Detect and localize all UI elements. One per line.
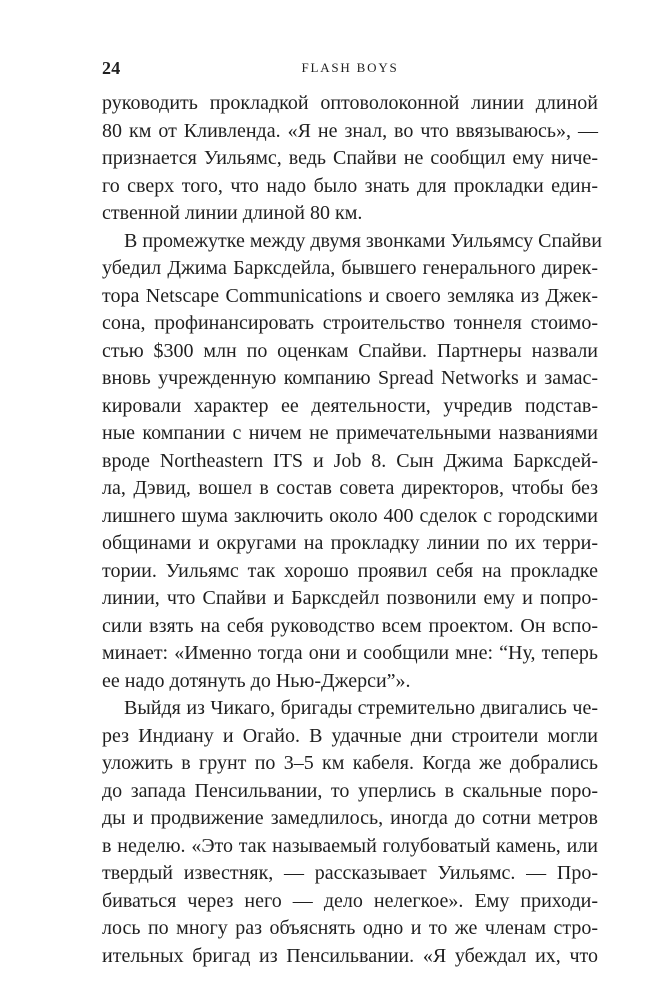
text-line: тории. Уильямс так хорошо проявил себя на прокладке bbox=[102, 559, 598, 582]
running-title: FLASH BOYS bbox=[301, 60, 399, 75]
text-line: ды и продвижение замедлилось, иногда до сотни метров bbox=[102, 807, 598, 829]
text-line: минает: «Именно тогда они и сообщили мне: “Ну, теперь bbox=[102, 642, 598, 664]
running-header bbox=[102, 56, 598, 80]
text-line: ные компании с ничем не примечательными названиями bbox=[102, 422, 598, 444]
text-line: ительных бригад из Пенсильвании. «Я убеждал их, что bbox=[102, 944, 598, 967]
text-line: общинами и округами на прокладку линии по их терри- bbox=[102, 532, 598, 554]
text-line: до запада Пенсильвании, то уперлись в скальные поро- bbox=[102, 779, 598, 802]
page-number: 24 bbox=[102, 58, 121, 78]
text-line: лось по многу раз объяснять одно и то же членам стро- bbox=[102, 917, 598, 939]
text-line: биваться через него — дело нелегкое». Ему приходи- bbox=[102, 889, 598, 912]
text-line: вновь учрежденную компанию Spread Networks и замас- bbox=[102, 367, 598, 389]
text-line: вроде Northeastern ITS и Job 8. Сын Джима Барксдей- bbox=[102, 449, 598, 472]
text-line: ее надо дотянуть до Нью-Джерси”». bbox=[102, 669, 411, 692]
text-line: го сверх того, что надо было знать для прокладки един- bbox=[102, 174, 598, 197]
text-line: в неделю. «Это так называемый голубоватый камень, или bbox=[102, 834, 598, 857]
text-line: Выйдя из Чикаго, бригады стремительно двигались че- bbox=[124, 697, 598, 719]
text-line: сона, профинансировать строительство тоннеля стоимо- bbox=[102, 312, 598, 334]
text-line: В промежутке между двумя звонками Уильямсу Спайви bbox=[124, 229, 602, 252]
text-line: 80 км от Кливленда. «Я не знал, во что ввязываюсь», — bbox=[102, 119, 598, 142]
text-line: тора Netscape Communications и своего земляка из Джек- bbox=[102, 284, 598, 307]
text-line: линии, что Спайви и Барксдейл позвонили ему и попро- bbox=[102, 587, 598, 609]
text-line: убедил Джима Барксдейла, бывшего генерального дирек- bbox=[102, 257, 598, 279]
text-line: уложить в грунт по 3–5 км кабеля. Когда же добрались bbox=[102, 752, 598, 774]
text-line: стью $300 млн по оценкам Спайви. Партнеры назвали bbox=[102, 339, 598, 362]
text-line: твердый известняк, — рассказывает Уильямс. — Про- bbox=[102, 862, 598, 884]
body-text bbox=[102, 90, 602, 970]
text-line: кировали характер ее деятельности, учредив подстав- bbox=[102, 394, 598, 417]
text-line: ла, Дэвид, вошел в состав совета директоров, чтобы без bbox=[102, 477, 598, 499]
text-line: руководить прокладкой оптоволоконной линии длиной bbox=[102, 92, 598, 114]
text-line: сили взять на себя руководство всем проектом. Он вспо- bbox=[102, 614, 598, 637]
text-line: ственной линии длиной 80 км. bbox=[102, 202, 363, 224]
text-line: лишнего шума заключить около 400 сделок с городскими bbox=[102, 504, 598, 527]
text-line: рез Индиану и Огайо. В удачные дни строители могли bbox=[102, 724, 598, 747]
text-line: признается Уильямс, ведь Спайви не сообщил ему ниче- bbox=[102, 147, 598, 169]
